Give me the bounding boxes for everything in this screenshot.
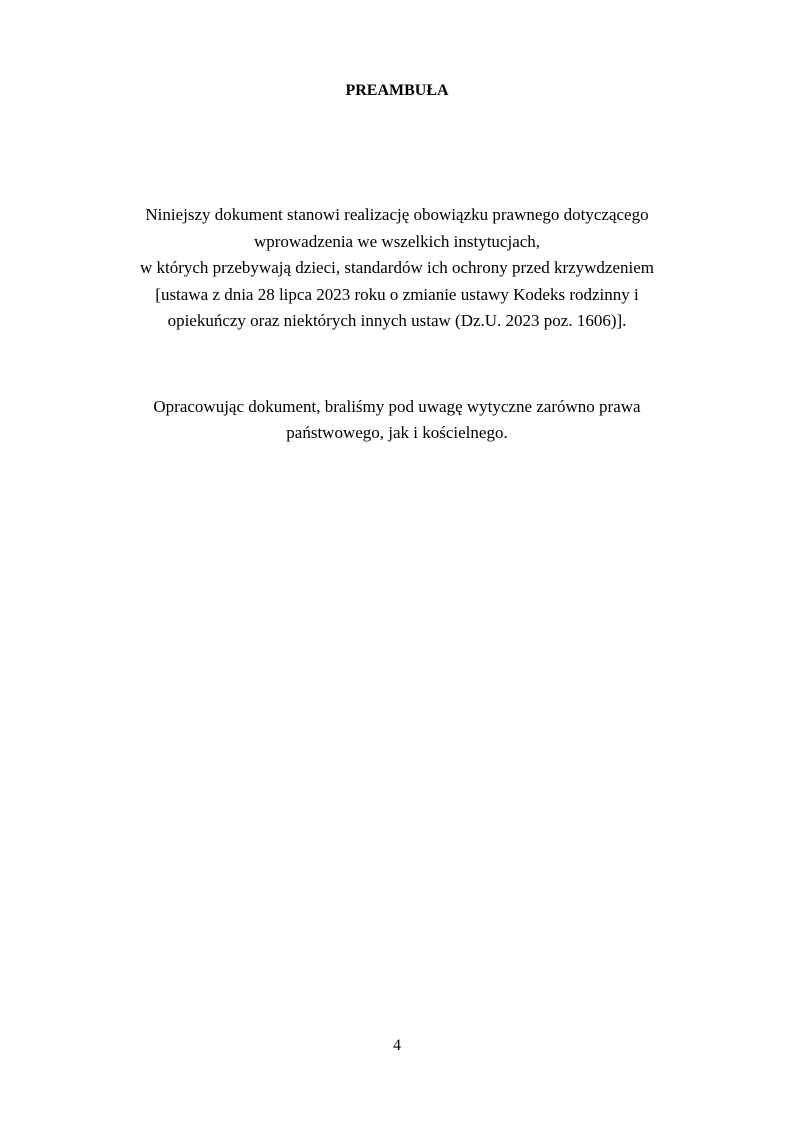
preamble-paragraph-1 — [0, 202, 794, 335]
paragraph-line: wprowadzenia we wszelkich instytucjach, — [253, 231, 541, 251]
paragraph-line: Opracowując dokument, braliśmy pod uwagę wytyczne zarówno prawa — [153, 397, 641, 416]
preamble-paragraph-2 — [0, 394, 794, 446]
page-title: PREAMBUŁA — [345, 82, 449, 99]
paragraph-line: państwowego, jak i kościelnego. — [286, 423, 508, 442]
paragraph-line: Niniejszy dokument stanowi realizację obowiązku prawnego dotyczącego — [145, 205, 649, 224]
paragraph-line: [ustawa z dnia 28 lipca 2023 roku o zmianie ustawy Kodeks rodzinny i — [155, 284, 639, 304]
page-number: 4 — [393, 1037, 401, 1054]
paragraph-line: w których przebywają dzieci, standardów ich ochrony przed krzywdzeniem — [139, 258, 655, 277]
paragraph-line: opiekuńczy oraz niektórych innych ustaw (Dz.U. 2023 poz. 1606)]. — [167, 311, 627, 330]
